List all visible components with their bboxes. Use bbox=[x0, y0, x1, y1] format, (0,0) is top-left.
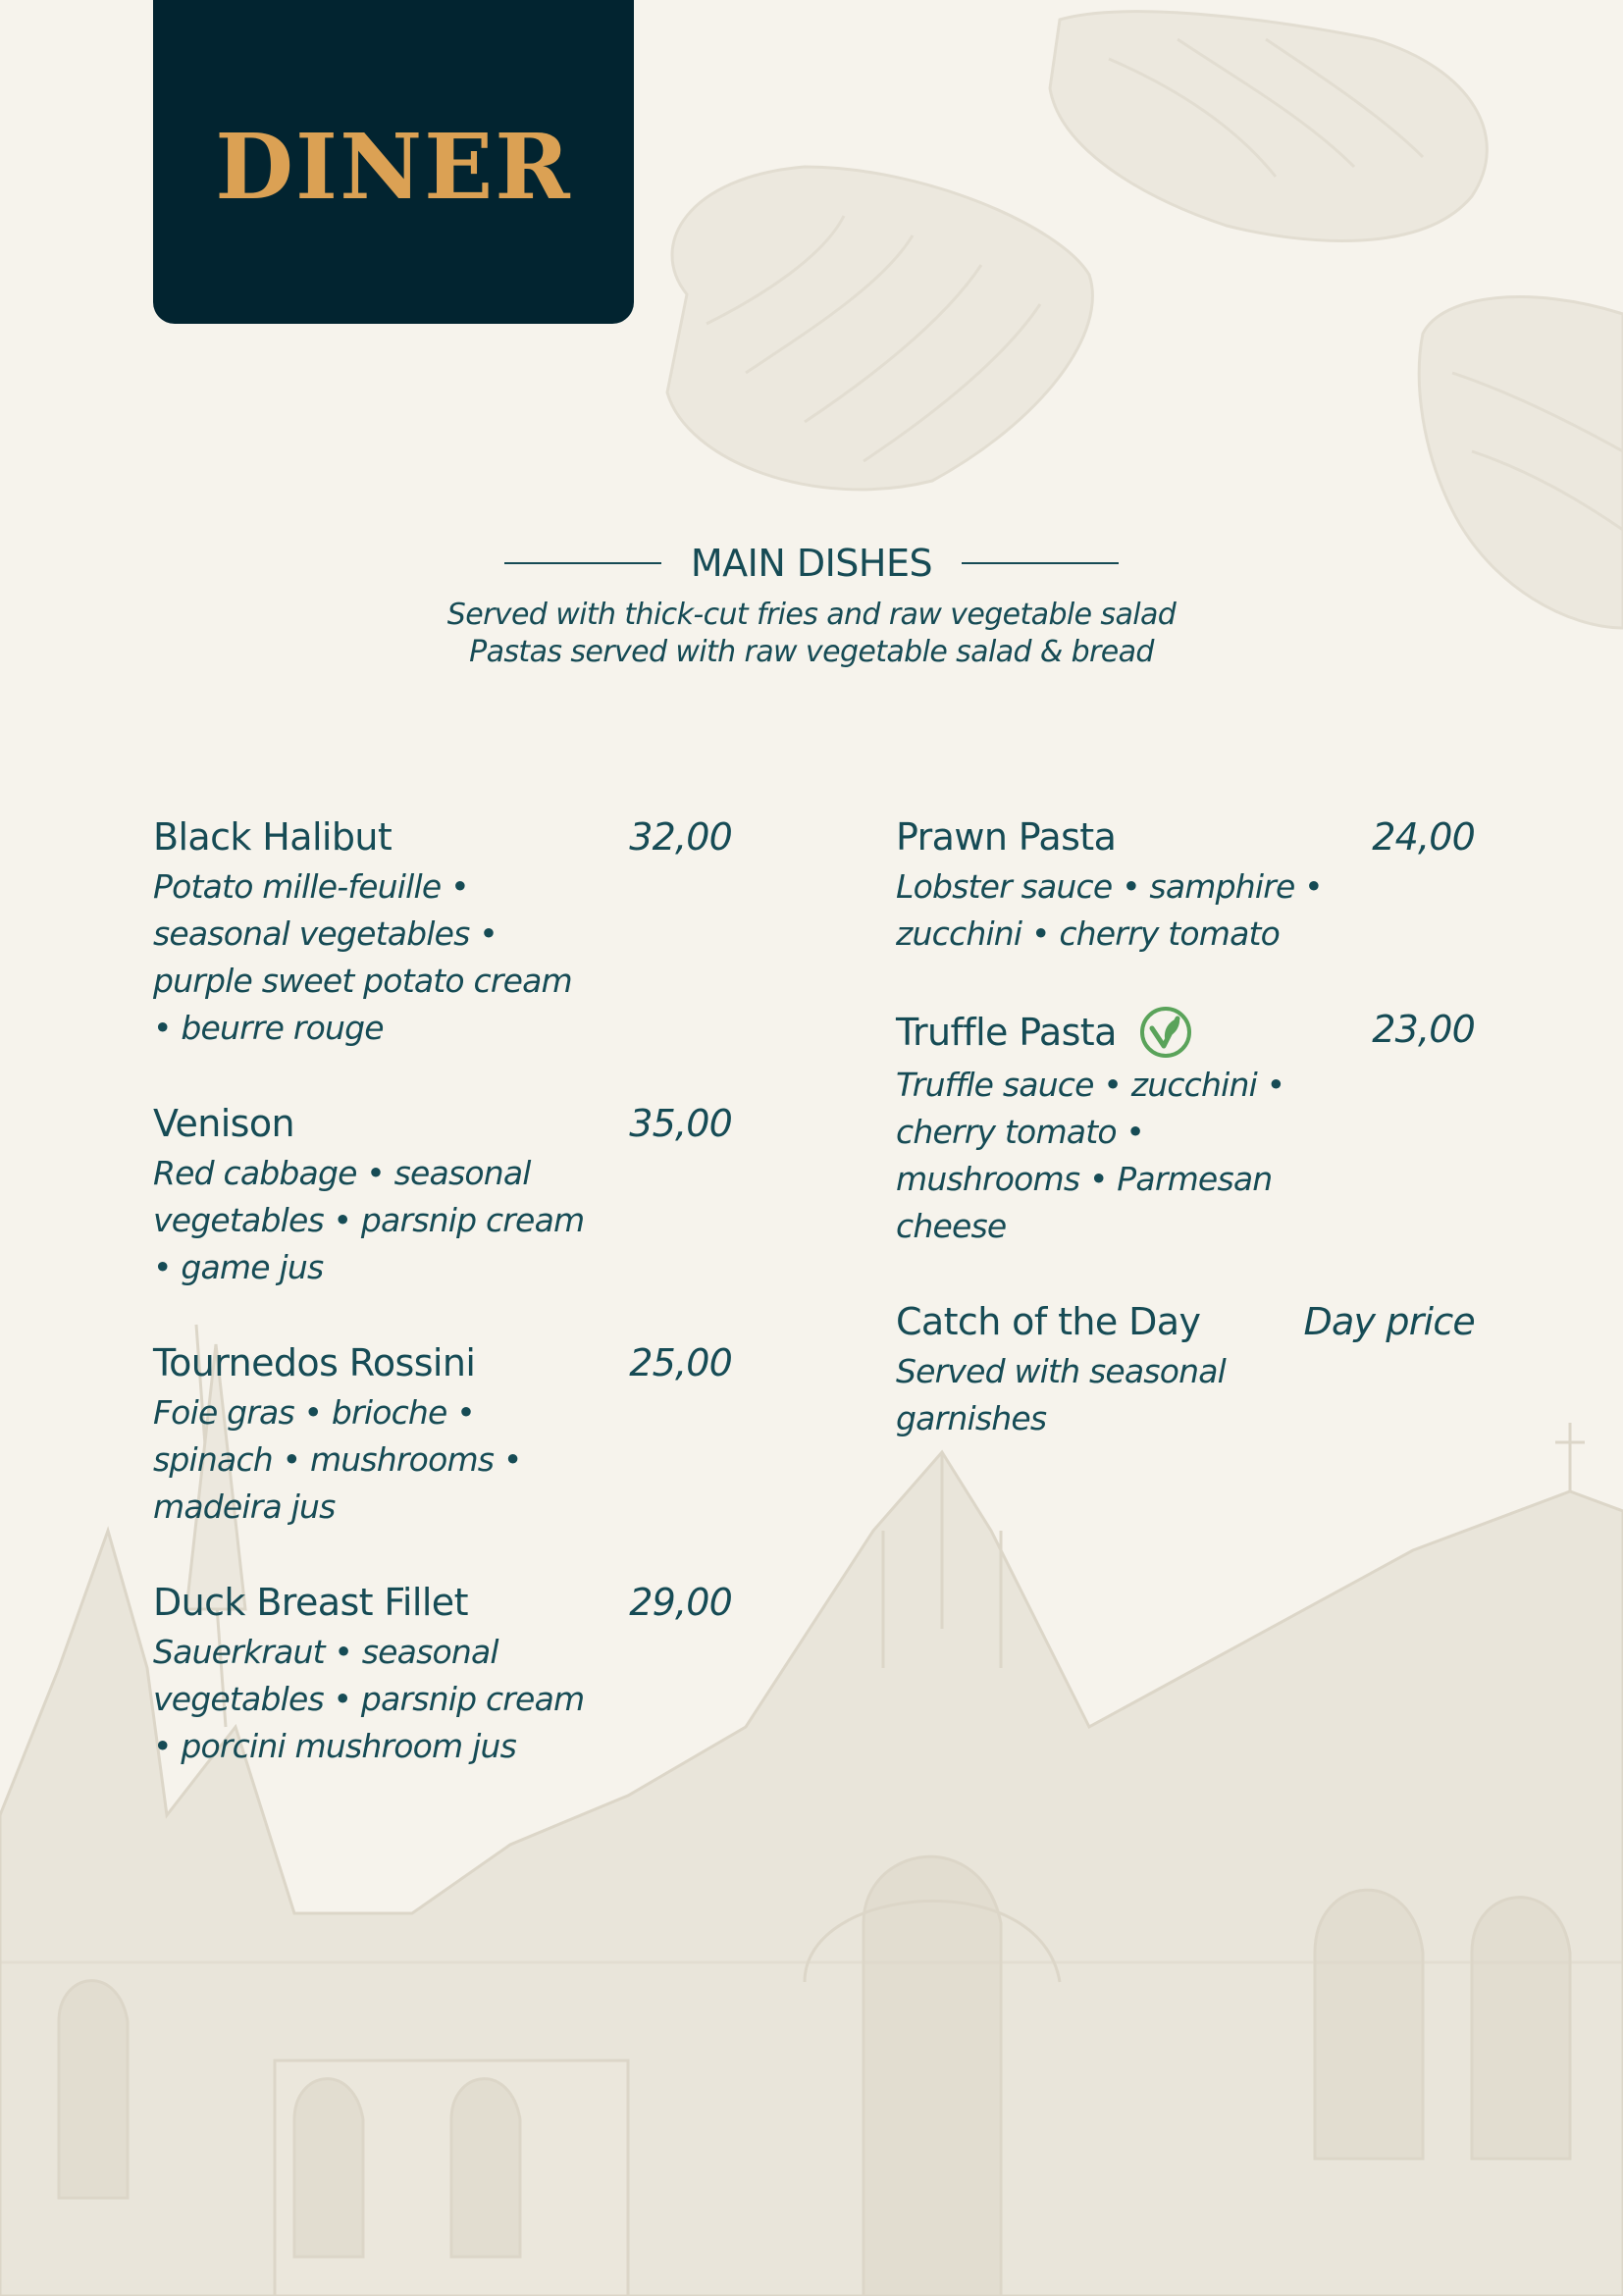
dish-name: Duck Breast Fillet bbox=[153, 1581, 468, 1624]
section-subtitle bbox=[0, 597, 1623, 671]
section-subtitle-line-1: Served with thick-cut fries and raw vegetable salad bbox=[446, 598, 1177, 632]
section-header bbox=[0, 542, 1623, 671]
dish-name: Tournedos Rossini bbox=[153, 1341, 476, 1384]
menu-item bbox=[153, 1338, 732, 1531]
dish-description: Potato mille-feuille • seasonal vegetables • purple sweet potato cream • beurre rouge bbox=[153, 867, 572, 1047]
vegetarian-leaf-icon bbox=[1138, 1005, 1193, 1060]
menu-column-right bbox=[896, 812, 1475, 1489]
dish-name-with-icon bbox=[896, 1005, 1193, 1060]
dish-description: Red cabbage • seasonal vegetables • parsnip cream • game jus bbox=[153, 1154, 585, 1286]
dish-name: Truffle Pasta bbox=[896, 1011, 1117, 1054]
divider-left bbox=[504, 562, 661, 564]
dish-price: 24,00 bbox=[1372, 815, 1475, 859]
page-title: DINER bbox=[215, 114, 572, 220]
dish-price: 25,00 bbox=[629, 1341, 732, 1384]
dish-name: Prawn Pasta bbox=[896, 815, 1117, 859]
dish-description: Foie gras • brioche • spinach • mushrooms • madeira jus bbox=[153, 1393, 522, 1526]
divider-right bbox=[962, 562, 1119, 564]
menu-item bbox=[896, 812, 1475, 958]
dish-description: Sauerkraut • seasonal vegetables • parsnip cream • porcini mushroom jus bbox=[153, 1633, 585, 1765]
section-title-row bbox=[0, 542, 1623, 585]
dish-price: 29,00 bbox=[629, 1581, 732, 1624]
menu-item bbox=[153, 1099, 732, 1291]
dish-description: Lobster sauce • samphire • zucchini • cherry tomato bbox=[896, 867, 1323, 953]
section-subtitle-line-2: Pastas served with raw vegetable salad & bread bbox=[469, 635, 1154, 669]
dish-name: Black Halibut bbox=[153, 815, 393, 859]
dish-name: Venison bbox=[153, 1102, 294, 1145]
section-title: MAIN DISHES bbox=[690, 542, 933, 585]
dish-price: 23,00 bbox=[1372, 1008, 1475, 1051]
menu-column-left bbox=[153, 812, 732, 1817]
bread-sketch-icon bbox=[1050, 12, 1487, 241]
dish-price: Day price bbox=[1303, 1300, 1475, 1343]
dish-price: 35,00 bbox=[629, 1102, 732, 1145]
menu-item bbox=[896, 1005, 1475, 1250]
menu-item bbox=[153, 1578, 732, 1770]
bread-sketch-icon bbox=[667, 167, 1092, 490]
dish-price: 32,00 bbox=[629, 815, 732, 859]
title-banner bbox=[153, 0, 634, 324]
dish-name: Catch of the Day bbox=[896, 1300, 1201, 1343]
dish-description: Truffle sauce • zucchini • cherry tomato • mushrooms • Parmesan cheese bbox=[896, 1066, 1285, 1245]
menu-item bbox=[153, 812, 732, 1052]
menu-item bbox=[896, 1297, 1475, 1442]
dish-description: Served with seasonal garnishes bbox=[896, 1352, 1226, 1437]
